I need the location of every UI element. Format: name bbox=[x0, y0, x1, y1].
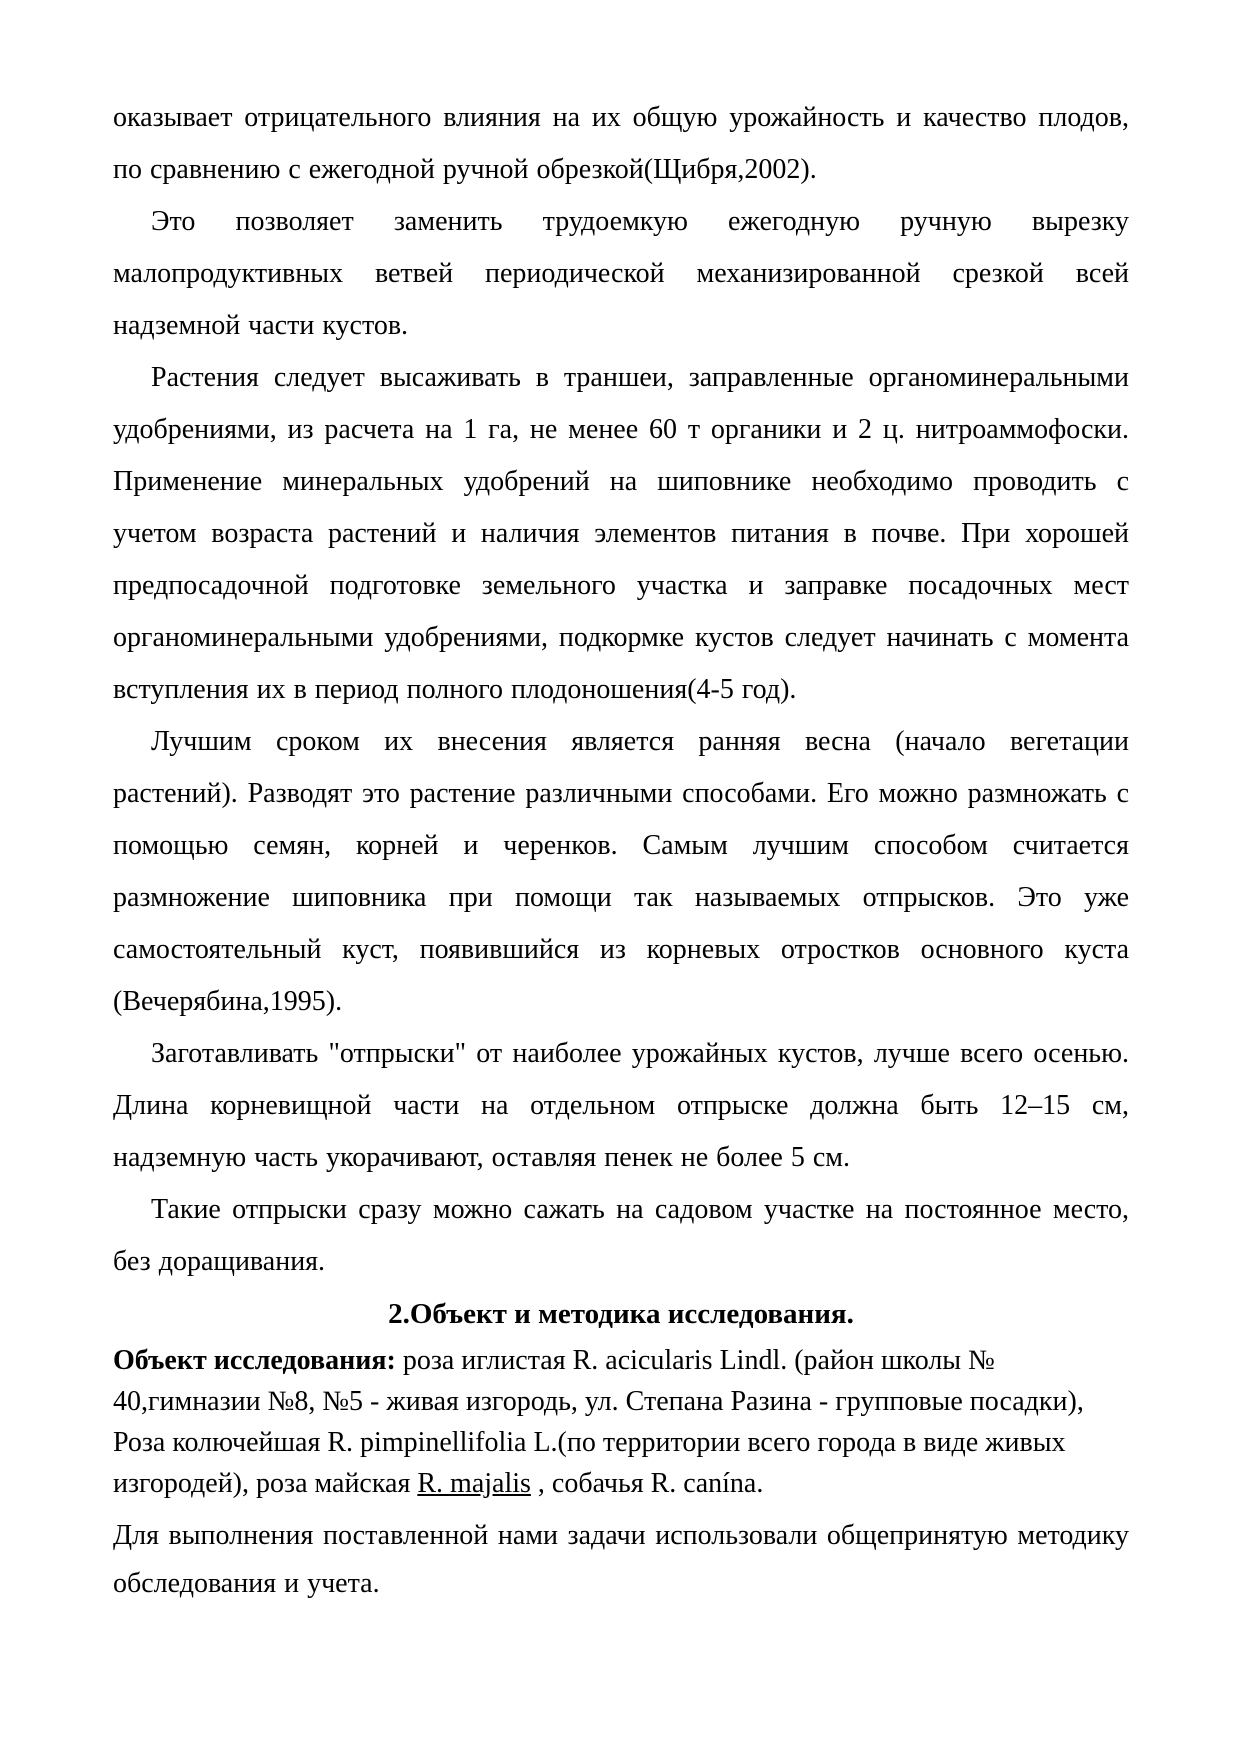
closing-methodology-paragraph: Для выполнения поставленной нами задачи использовали общепринятую методику обследования и учета. bbox=[113, 1520, 1129, 1599]
object-line-4 bbox=[113, 1463, 1129, 1504]
object-line-1-text: роза иглистая R. acicularis Lindl. (район школы № bbox=[395, 1345, 995, 1376]
object-of-study-label: Объект исследования: bbox=[113, 1345, 396, 1376]
paragraph-mechanized-pruning: Это позволяет заменить трудоемкую ежегодную ручную вырезку малопродуктивных ветвей периодической механизированной срезкой всей надземной части кустов. bbox=[113, 206, 1129, 341]
object-line-4-post: , собачья R. canína. bbox=[530, 1468, 764, 1499]
paragraph-planting-fertilizers: Растения следует высаживать в траншеи, заправленные органоминеральными удобрениями, из расчета на 1 га, не менее 60 т органики и 2 ц. нитроаммофоски. Применение минеральных удобрений на шиповнике необходимо проводить с учетом возраста растений и наличия элементов питания в почве. При хорошей предпосадочной подготовке земельного участка и заправке посадочных мест органоминеральными удобрениями, подкормке кустов следует начинать с момента вступления их в период полного плодоношения(4-5 год). bbox=[113, 362, 1129, 705]
object-line-1 bbox=[113, 1340, 1129, 1381]
underlined-species-name: R. majalis bbox=[417, 1468, 531, 1499]
section-heading: 2.Объект и методика исследования. bbox=[388, 1298, 854, 1330]
object-line-2: 40,гимназии №8, №5 - живая изгородь, ул. Степана Разина - групповые посадки), bbox=[113, 1386, 1084, 1417]
paragraph-yield-continuation: оказывает отрицательного влияния на их общую урожайность и качество плодов, по сравнению с ежегодной ручной обрезкой(Щибря,2002). bbox=[113, 102, 1129, 185]
object-line-4-pre: изгородей), роза майская bbox=[113, 1468, 418, 1499]
object-line-3: Роза колючейшая R. pimpinellifolia L.(по территории всего города в виде живых bbox=[113, 1427, 1066, 1458]
object-of-study-paragraph bbox=[113, 1340, 1129, 1504]
paragraph-propagation-methods: Лучшим сроком их внесения является ранняя весна (начало вегетации растений). Разводят это растение различными способами. Его можно размножать с помощью семян, корней и черенков. Самым лучшим способом считается размножение шиповника при помощи так называемых отпрысков. Это уже самостоятельный куст, появившийся из корневых отростков основного куста (Вечерябина,1995). bbox=[113, 726, 1129, 1017]
paragraph-offshoots-harvesting: Заготавливать "отпрыски" от наиболее урожайных кустов, лучше всего осенью. Длина корневищной части на отдельном отпрыске должна быть 12–15 см, надземную часть укорачивают, оставляя пенек не более 5 см. bbox=[113, 1038, 1129, 1173]
paragraph-planting-offshoots: Такие отпрыски сразу можно сажать на садовом участке на постоянное место, без доращивания. bbox=[113, 1194, 1129, 1277]
